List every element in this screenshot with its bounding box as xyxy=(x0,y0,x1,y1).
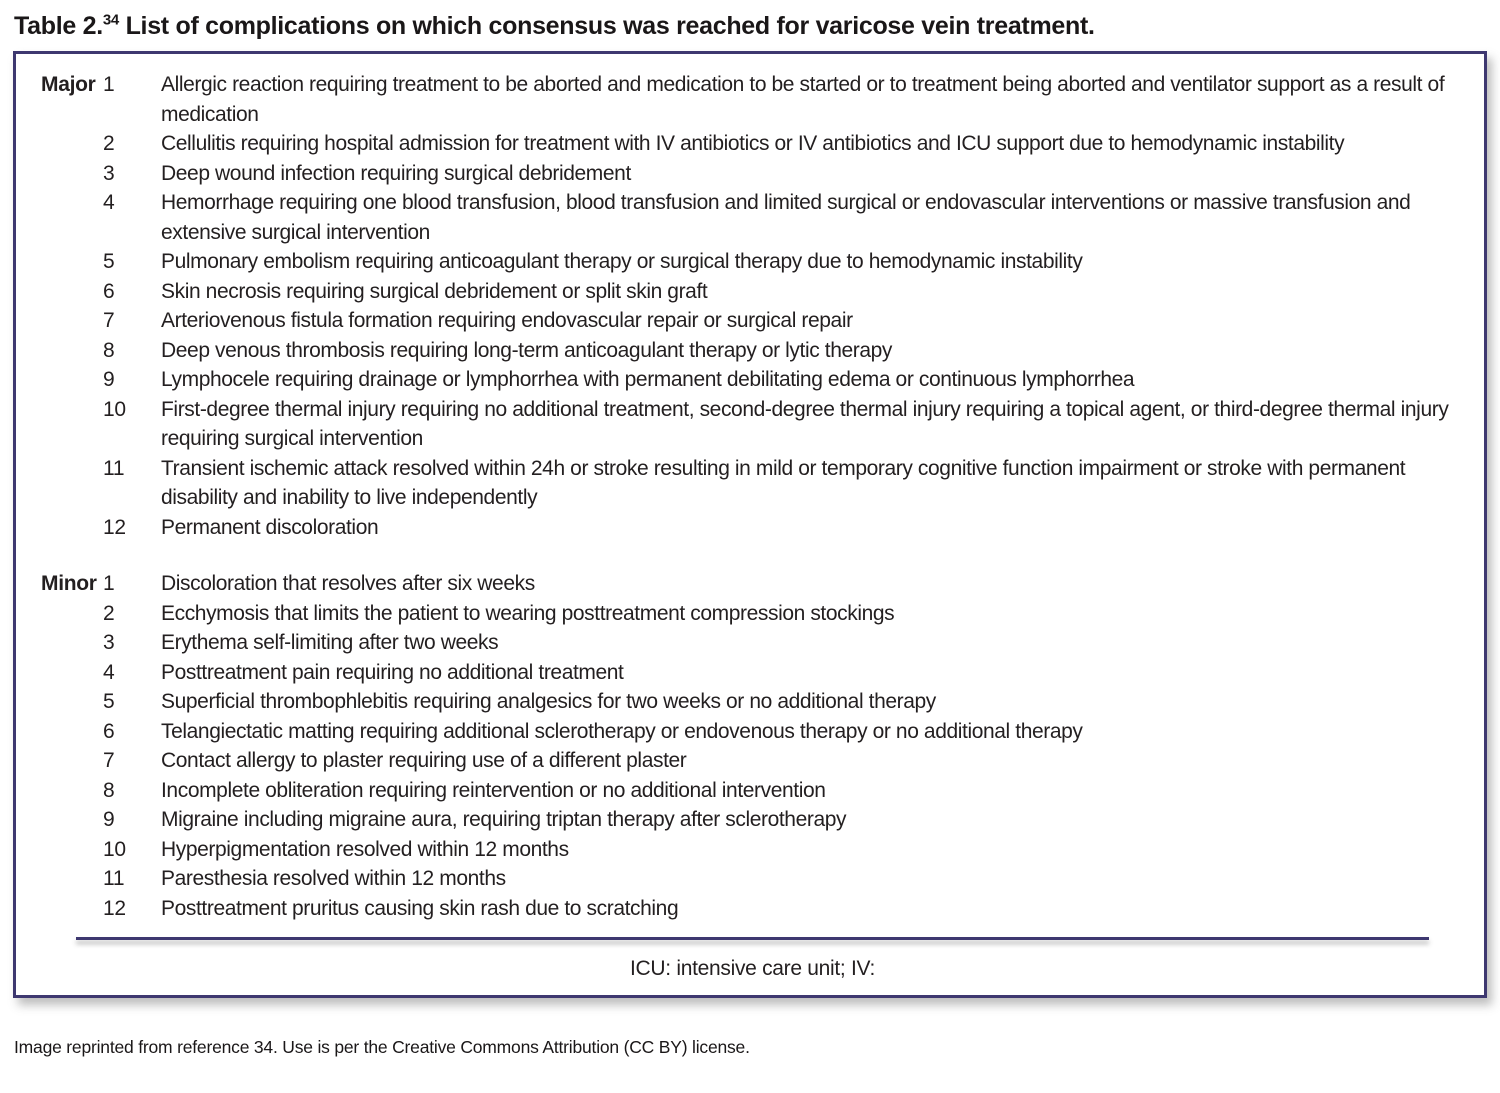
item-number: 1 xyxy=(103,73,115,96)
item-number: 2 xyxy=(103,132,115,155)
item-text: Incomplete obliteration requiring reintervention or no additional intervention xyxy=(161,778,826,802)
complication-row xyxy=(41,864,1464,894)
image-reprint-caption: Image reprinted from reference 34. Use is per the Creative Commons Attribution (CC BY) license. xyxy=(14,1037,750,1057)
item-text: Skin necrosis requiring surgical debridement or split skin graft xyxy=(161,279,708,303)
item-number: 6 xyxy=(103,719,115,743)
table-title-text: List of complications on which consensus was reached for varicose vein treatment. xyxy=(118,12,1095,40)
item-number: 9 xyxy=(103,368,115,391)
section-minor xyxy=(41,569,1464,923)
complication-row xyxy=(41,894,1464,924)
complication-row xyxy=(41,569,1464,599)
section-major xyxy=(41,70,1464,542)
complication-row xyxy=(41,454,1464,513)
item-number: 5 xyxy=(103,690,115,713)
item-number: 11 xyxy=(103,867,125,890)
item-number: 2 xyxy=(103,601,115,625)
item-number: 4 xyxy=(103,660,115,684)
item-text: Contact allergy to plaster requiring use of a different plaster xyxy=(161,749,687,772)
item-number: 10 xyxy=(103,837,126,861)
item-number: 3 xyxy=(103,631,115,654)
item-text: Migraine including migraine aura, requiring triptan therapy after sclerotherapy xyxy=(161,808,847,831)
item-text: Erythema self-limiting after two weeks xyxy=(161,631,499,654)
complication-row xyxy=(41,395,1464,454)
item-text: First-degree thermal injury requiring no additional treatment, second-degree thermal injury requiring a topical agent, or third-degree thermal injury requiring surgical intervention xyxy=(161,397,1449,450)
item-number: 11 xyxy=(103,456,125,480)
complication-row xyxy=(41,835,1464,865)
item-number: 12 xyxy=(103,896,126,920)
item-text: Discoloration that resolves after six weeks xyxy=(161,572,535,595)
item-text: Deep venous thrombosis requiring long-term anticoagulant therapy or lytic therapy xyxy=(161,338,893,362)
item-number: 5 xyxy=(103,250,115,273)
complication-row xyxy=(41,658,1464,688)
complication-row xyxy=(41,805,1464,835)
complication-row xyxy=(41,277,1464,307)
item-text: Pulmonary embolism requiring anticoagulant therapy or surgical therapy due to hemodynamic instability xyxy=(161,250,1083,273)
item-text: Transient ischemic attack resolved within 24h or stroke resulting in mild or temporary cognitive function impairment or stroke with permanent disability and inability to live independently xyxy=(161,456,1406,509)
section-label: Major xyxy=(41,73,96,96)
item-text: Telangiectatic matting requiring additional sclerotherapy or endovenous therapy or no additional therapy xyxy=(161,719,1083,743)
item-number: 4 xyxy=(103,191,115,214)
table-title xyxy=(13,0,1487,51)
item-number: 7 xyxy=(103,749,115,772)
item-number: 7 xyxy=(103,309,115,332)
item-text: Posttreatment pruritus causing skin rash due to scratching xyxy=(161,896,679,920)
complication-row xyxy=(41,628,1464,658)
complication-row xyxy=(41,306,1464,336)
complication-row xyxy=(41,129,1464,159)
item-text: Posttreatment pain requiring no additional treatment xyxy=(161,660,624,684)
item-text: Hemorrhage requiring one blood transfusion, blood transfusion and limited surgical or endovascular interventions or massive transfusion and extensive surgical intervention xyxy=(161,191,1411,244)
complication-row xyxy=(41,70,1464,129)
item-text: Arteriovenous fistula formation requiring endovascular repair or surgical repair xyxy=(161,309,853,332)
complication-row xyxy=(41,336,1464,366)
item-text: Permanent discoloration xyxy=(161,515,379,539)
abbreviations-footnote: ICU: intensive care unit; IV: xyxy=(630,957,875,980)
item-text: Deep wound infection requiring surgical debridement xyxy=(161,161,631,185)
complication-row xyxy=(41,188,1464,247)
item-text: Hyperpigmentation resolved within 12 months xyxy=(161,837,569,861)
item-number: 3 xyxy=(103,161,115,185)
complication-row xyxy=(41,687,1464,717)
item-number: 8 xyxy=(103,778,115,802)
table-title-prefix: Table 2. xyxy=(14,12,103,40)
item-number: 10 xyxy=(103,397,126,421)
complication-row xyxy=(41,717,1464,747)
item-number: 6 xyxy=(103,279,115,303)
footnote-divider xyxy=(76,937,1429,940)
complication-list xyxy=(41,70,1464,923)
item-text: Allergic reaction requiring treatment to be aborted and medication to be started or to treatment being aborted and ventilator support as a result of medication xyxy=(161,73,1445,126)
item-number: 8 xyxy=(103,338,115,362)
item-text: Ecchymosis that limits the patient to wearing posttreatment compression stockings xyxy=(161,601,895,625)
item-number: 12 xyxy=(103,515,126,539)
item-text: Superficial thrombophlebitis requiring analgesics for two weeks or no additional therapy xyxy=(161,690,936,713)
section-label: Minor xyxy=(41,572,97,595)
complication-row xyxy=(41,513,1464,543)
complication-row xyxy=(41,365,1464,395)
item-text: Paresthesia resolved within 12 months xyxy=(161,867,506,890)
table-title-reference-superscript: 34 xyxy=(102,11,119,29)
item-number: 9 xyxy=(103,808,115,831)
complication-row xyxy=(41,746,1464,776)
complication-row xyxy=(41,776,1464,806)
complication-row xyxy=(41,247,1464,277)
item-text: Lymphocele requiring drainage or lymphorrhea with permanent debilitating edema or continuous lymphorrhea xyxy=(161,368,1135,391)
item-number: 1 xyxy=(103,572,115,595)
item-text: Cellulitis requiring hospital admission for treatment with IV antibiotics or IV antibiotics and ICU support due to hemodynamic instability xyxy=(161,132,1345,155)
table-box xyxy=(13,51,1487,998)
complication-row xyxy=(41,599,1464,629)
complication-row xyxy=(41,159,1464,189)
